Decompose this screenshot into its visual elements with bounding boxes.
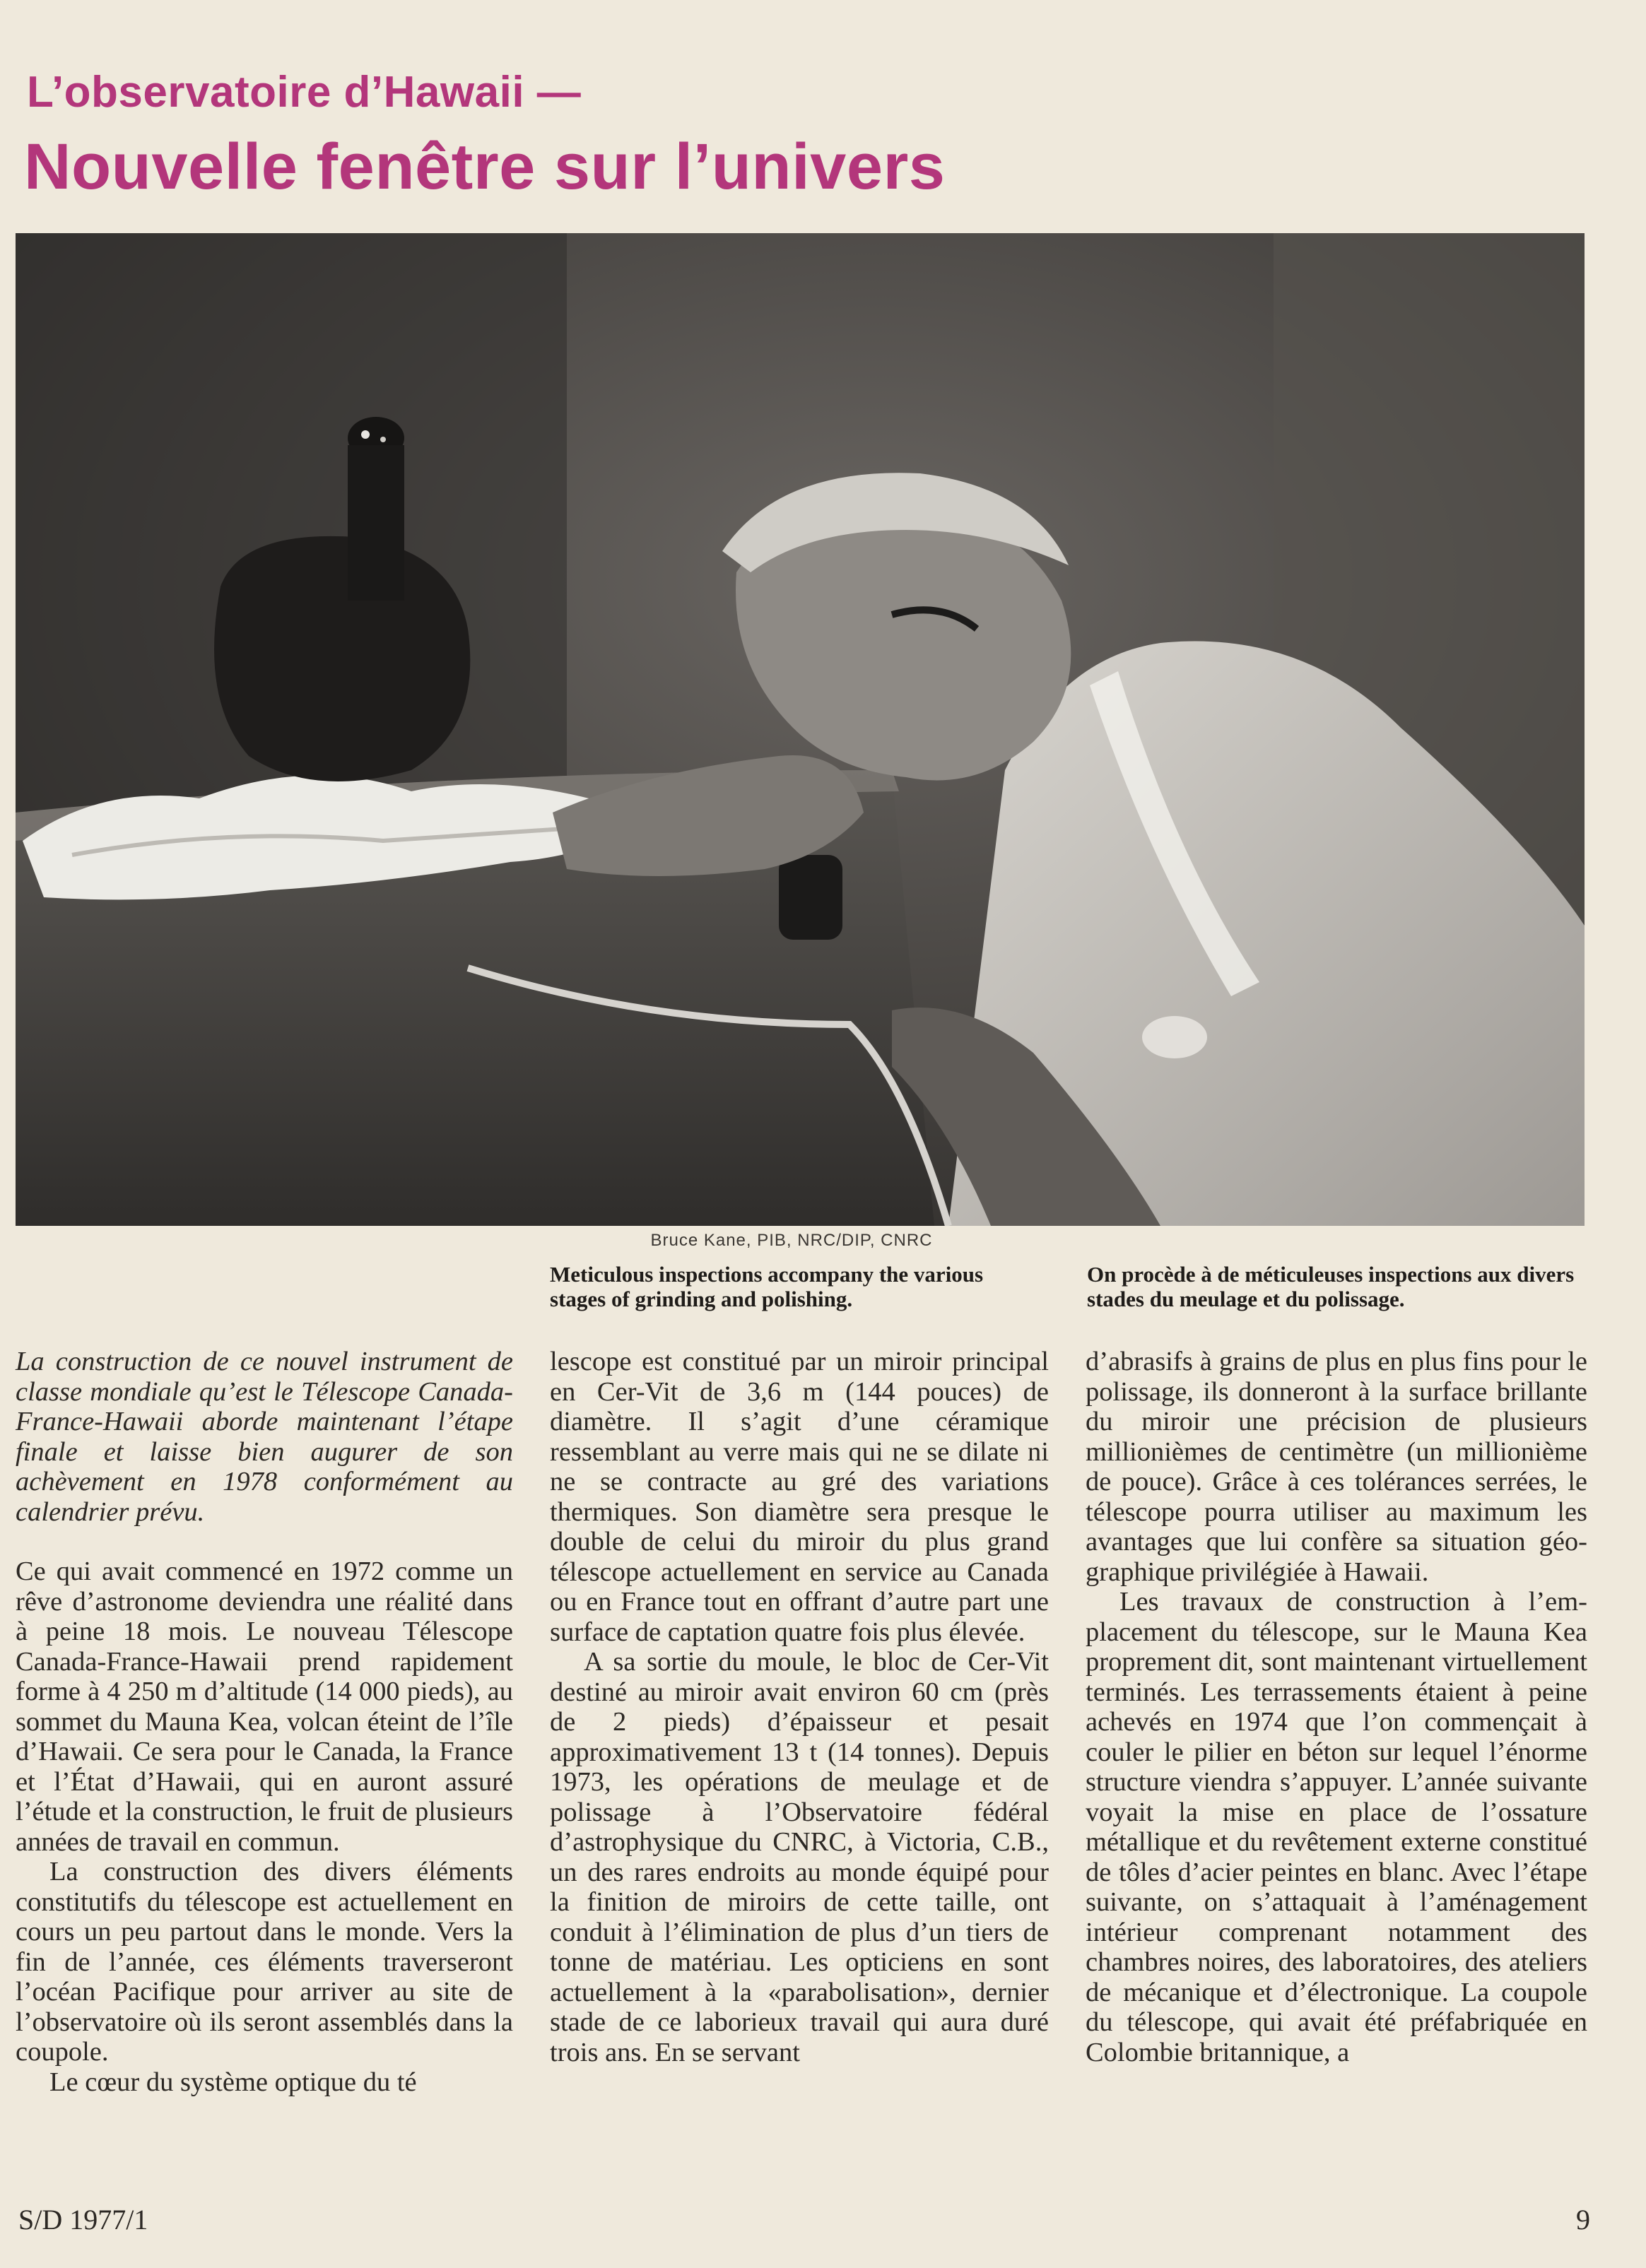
article-column-2 <box>550 1347 1049 2067</box>
article-paragraph-1: Ce qui avait commencé en 1972 comme un rêve d’astronome deviendra une réalité dans à peine 18 mois. Le nouveau Télescope Canada-France-Hawaii prend rapidement forme à 4 250 m d’altitude (14 000 pieds), au sommet du Mauna Kea, volcan éteint de l’île d’Hawaii. Ce sera pour le Canada, la France et l’État d’Hawaii, qui en auront assuré l’étude et la construction, le fruit de plusieurs années de travail en commun. <box>16 1557 513 1857</box>
page-number: 9 <box>1576 2204 1590 2235</box>
article-kicker: L’observatoire d’Hawaii — <box>27 68 582 117</box>
article-photo <box>16 233 1585 1226</box>
article-paragraph-2: La construction des divers éléments constitutifs du télescope est actuellement en cours un peu partout dans le monde. Vers la fin de l’année, ces éléments traverseront l’océan Pacifique pour arriver au site de l’observatoire où ils seront assemblés dans la coupole. <box>16 1857 513 2067</box>
article-paragraph-4b: d’abrasifs à grains de plus en plus fins pour le polissage, ils donneront à la surface brillante du miroir une précision de plusieurs millionièmes de centimètre (un millionième de pouce). Grâce à ces tolérances serrées, le télescope pourra utiliser au maximum les avantages que lui confère sa situation géographique privilégiée à Hawaii. <box>1086 1347 1587 1587</box>
photo-caption-english: Meticulous inspections accompany the various stages of grinding and polishing. <box>550 1262 984 1311</box>
issue-label: S/D 1977/1 <box>18 2204 148 2235</box>
article-paragraph-5: Les travaux de construction à l’emplacement du télescope, sur le Mauna Kea proprement dit, sont maintenant virtuellement terminés. Les terrassements étaient à peine achevés en 1974 que l’on commençait à couler le pilier en béton sur lequel l’énorme structure viendra s’appuyer. L’année suivante voyait la mise en place de l’ossature métallique et du revêtement externe constitué de tôles d’acier peintes en blanc. Avec l’étape suivante, on s’attaquait à l’aménagement intérieur comprenant notamment des chambres noires, des laboratoires, des ateliers de mécanique et d’électronique. La coupole du télescope, qui avait été préfabriquée en Colombie britannique, a <box>1086 1587 1587 2067</box>
article-lede: La construction de ce nouvel instrument de classe mondiale qu’est le Télescope Canada-France-Hawaii aborde maintenant l’étape finale et laisse bien augurer de son achèvement en 1978 conformément au calendrier prévu. <box>16 1347 513 1527</box>
article-paragraph-3a: Le cœur du système optique du té <box>49 2067 417 2097</box>
photo-illustration <box>16 233 1585 1226</box>
photo-credit: Bruce Kane, PIB, NRC/DIP, CNRC <box>650 1231 933 1250</box>
article-paragraph-3b: lescope est constitué par un miroir principal en Cer-Vit de 3,6 m (144 pouces) de diamètre. Il s’agit d’une céramique ressemblant au verre mais qui ne se dilate ni ne se contracte au gré des variations thermiques. Son diamètre sera presque le double de celui du miroir du plus grand télescope actuellement en service au Canada ou en France tout en offrant d’autre part une surface de captation quatre fois plus élevée. <box>550 1347 1049 1647</box>
article-title: Nouvelle fenêtre sur l’univers <box>24 131 946 203</box>
article-column-3 <box>1086 1347 1587 2067</box>
article-paragraph-4a: A sa sortie du moule, le bloc de Cer-Vit destiné au miroir avait environ 60 cm (près de 2 pieds) d’épaisseur et pesait approximativement 13 t (14 tonnes). Depuis 1973, les opérations de meulage et de polissage à l’Observatoire fédéral d’astrophysique du CNRC, à Victoria, C.B., un des rares endroits au monde équipé pour la finition de miroirs de cette taille, ont conduit à l’élimination de plus d’un tiers de tonne de matériau. Les opticiens en sont actuellement à la «parabolisation», dernier stade de ce laborieux travail qui aura duré trois ans. En se servant <box>550 1647 1049 2067</box>
photo-caption-french: On procède à de méticuleuses inspections aux divers stades du meulage et du polissage. <box>1087 1262 1575 1311</box>
article-column-1 <box>16 1347 513 2097</box>
